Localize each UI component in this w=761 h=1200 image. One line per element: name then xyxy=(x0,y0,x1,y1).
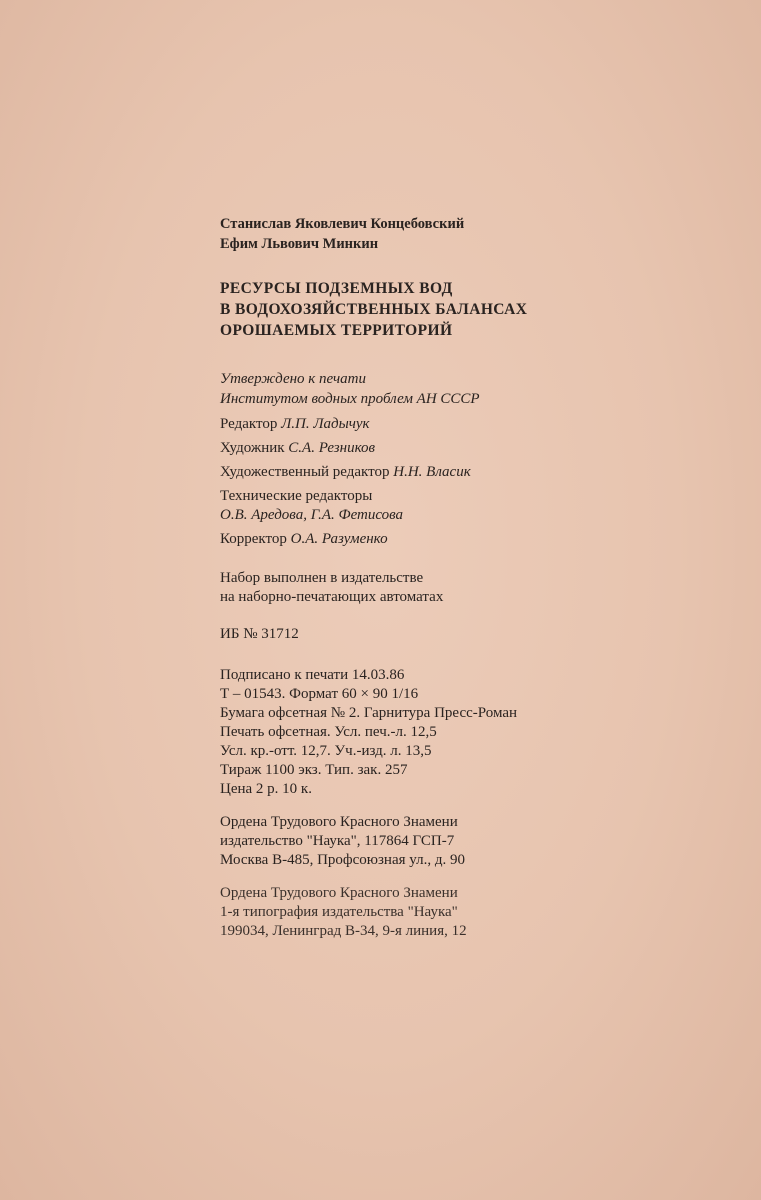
spec-line: Тираж 1100 экз. Тип. зак. 257 xyxy=(220,762,408,778)
print-specs xyxy=(220,666,720,799)
credit-person: Л.П. Ладычук xyxy=(281,416,370,432)
spec-line: Усл. кр.-отт. 12,7. Уч.-изд. л. 13,5 xyxy=(220,743,432,759)
book-title xyxy=(220,278,720,341)
typeset-line: Набор выполнен в издательстве xyxy=(220,570,424,586)
spec-line: Печать офсетная. Усл. печ.-л. 12,5 xyxy=(220,724,437,740)
approval-line: Институтом водных проблем АН СССР xyxy=(220,391,480,407)
publisher-line: издательство "Наука", 117864 ГСП-7 xyxy=(220,833,455,849)
author-name: Ефим Львович Минкин xyxy=(220,236,379,252)
spec-line: Т – 01543. Формат 60 × 90 1/16 xyxy=(220,686,419,702)
ib-number: ИБ № 31712 xyxy=(220,626,299,642)
printer-address xyxy=(220,884,720,941)
spec-line: Цена 2 р. 10 к. xyxy=(220,781,312,797)
title-line: ОРОШАЕМЫХ ТЕРРИТОРИЙ xyxy=(220,322,453,339)
credit-corrector xyxy=(220,530,720,549)
printer-line: Ордена Трудового Красного Знамени xyxy=(220,885,458,901)
credit-tech-editors xyxy=(220,487,720,525)
credit-role: Художественный редактор xyxy=(220,464,390,480)
author-name: Станислав Яковлевич Концебовский xyxy=(220,216,465,232)
typeset-line: на наборно-печатающих автоматах xyxy=(220,589,444,605)
ib-number-block xyxy=(220,625,720,644)
printer-line: 199034, Ленинград В-34, 9-я линия, 12 xyxy=(220,923,467,939)
colophon xyxy=(220,214,720,941)
credit-role: Корректор xyxy=(220,531,287,547)
approval-note xyxy=(220,369,720,409)
credit-person: Н.Н. Власик xyxy=(393,464,471,480)
credit-role: Художник xyxy=(220,440,285,456)
approval-line: Утверждено к печати xyxy=(220,371,367,387)
credits-block xyxy=(220,415,720,549)
credit-art-editor xyxy=(220,463,720,482)
title-line: РЕСУРСЫ ПОДЗЕМНЫХ ВОД xyxy=(220,280,453,297)
credit-person: О.А. Разуменко xyxy=(290,531,388,547)
printer-line: 1-я типография издательства "Наука" xyxy=(220,904,458,920)
publisher-address xyxy=(220,813,720,870)
credit-role: Редактор xyxy=(220,416,278,432)
credit-person: О.В. Аредова, Г.А. Фетисова xyxy=(220,507,404,523)
title-line: В ВОДОХОЗЯЙСТВЕННЫХ БАЛАНСАХ xyxy=(220,301,528,318)
credit-editor xyxy=(220,415,720,434)
publisher-line: Ордена Трудового Красного Знамени xyxy=(220,814,458,830)
publisher-line: Москва В-485, Профсоюзная ул., д. 90 xyxy=(220,852,465,868)
credit-role: Технические редакторы xyxy=(220,488,373,504)
spec-line: Подписано к печати 14.03.86 xyxy=(220,667,405,683)
credit-person: С.А. Резников xyxy=(288,440,376,456)
credit-artist xyxy=(220,439,720,458)
spec-line: Бумага офсетная № 2. Гарнитура Пресс-Роман xyxy=(220,705,518,721)
authors-block xyxy=(220,214,720,254)
typeset-note xyxy=(220,569,720,607)
